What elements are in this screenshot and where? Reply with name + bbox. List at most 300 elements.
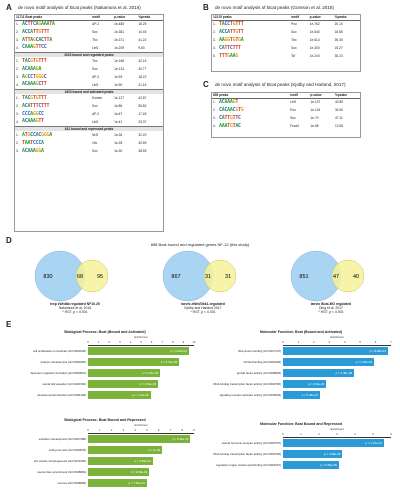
motif-name: Nr2f xyxy=(92,133,99,137)
chart-title: Biological Process: Bcat Bound and Repressed xyxy=(64,418,146,422)
bar-p-value: p = 8.88e-04 xyxy=(369,349,386,353)
bar-p-value: p = 3.89e-04 xyxy=(130,470,148,474)
percent-peaks: 18.85 xyxy=(334,30,343,34)
motif-name: Pou xyxy=(291,22,297,27)
bar-label: ectoderm development (GO:0007398) xyxy=(38,437,86,441)
table-row xyxy=(15,139,163,147)
logo-cell xyxy=(21,73,91,81)
venn-count-mid: 68 xyxy=(76,274,84,280)
percent-peaks: 38.55 xyxy=(138,149,147,153)
chart-title: Molecular Function: Bcat (Bound and Activated) xyxy=(259,330,343,334)
motif-name: Sox xyxy=(92,149,98,153)
column-header: p-value xyxy=(309,15,334,20)
column-header: %peaks xyxy=(334,15,360,20)
logo-cell xyxy=(218,98,289,106)
bar xyxy=(88,380,158,388)
logo-cell xyxy=(21,57,91,65)
p-value: 1e-540 xyxy=(309,30,320,34)
venn-count-left: 830 xyxy=(43,274,53,280)
p-value: 1e-514 xyxy=(309,38,320,42)
axis-tick-label: 0 xyxy=(87,341,89,344)
row-number: 3. xyxy=(16,75,19,79)
table-row xyxy=(212,28,360,36)
bar-p-value: p = 1.10e-04 xyxy=(132,393,149,397)
bar xyxy=(283,461,339,469)
bar xyxy=(283,450,342,458)
table-row xyxy=(15,36,163,44)
p-value: 1e-42 xyxy=(114,119,123,124)
bar-label: embryonic axis (GO:0000578) xyxy=(48,448,86,452)
bar-label: Wnt-protein binding (GO:0017147) xyxy=(238,349,281,353)
axis-tick-label: 6 xyxy=(390,433,392,436)
percent-peaks: 34.50 xyxy=(335,108,344,112)
row-number: 1. xyxy=(213,100,216,105)
venn-diagram xyxy=(276,250,386,320)
mf-activated-chart xyxy=(205,330,397,410)
motif-name: AP-2 xyxy=(92,75,100,79)
venn-svg xyxy=(276,250,386,302)
table-row xyxy=(212,52,360,60)
percent-peaks: 40.80 xyxy=(335,100,344,105)
p-value: 1e-381 xyxy=(114,30,125,34)
axis-tick-label: 3 xyxy=(122,429,125,432)
bar-p-value: p = 5.45e-07 xyxy=(301,393,319,397)
sequence-logo: AAGGTGTGA xyxy=(219,36,244,43)
venn-count-left: 851 xyxy=(299,274,309,280)
percent-peaks: 42.87 xyxy=(138,96,147,100)
axis-tick-label: 5 xyxy=(372,433,374,436)
axis-tick-label: 4 xyxy=(343,341,346,344)
motif-name: Sox xyxy=(92,67,98,71)
row-number: 2. xyxy=(16,141,19,145)
venn-caption xyxy=(20,302,130,315)
p-value: 1e-485 xyxy=(114,22,125,27)
chart-title: Biological Process: Bcat (Bound and Activated) xyxy=(64,330,146,334)
logo-cell xyxy=(21,81,91,89)
section-label: 1603 bound and activated peaks xyxy=(15,89,163,94)
axis-title: Enrichment xyxy=(330,336,344,339)
panel-a-title: de novo motif analysis of Bcat peaks (Nakamura et al. 2016) xyxy=(18,5,141,10)
axis-tick-label: 4 xyxy=(129,341,132,344)
venn-count-right: 95 xyxy=(96,274,104,280)
column-header: motif xyxy=(91,15,113,20)
panel-d-letter: D xyxy=(6,236,12,245)
table-row xyxy=(212,106,360,114)
axis-tick-label: 0 xyxy=(282,341,284,344)
sequence-logo: CAAAGTTCC xyxy=(22,44,47,51)
bar-label: DNA-binding transcription factor activity (GO:0003700) xyxy=(213,452,281,456)
logo-cell xyxy=(21,147,91,155)
sequence-logo: ATTAGCACTTA xyxy=(22,36,52,43)
sequence-logo: TAATCCCA xyxy=(22,139,44,146)
table-row xyxy=(15,81,163,89)
row-number: 2. xyxy=(16,30,19,34)
sequence-logo: ACAAAGTT xyxy=(22,118,44,125)
sequence-logo: ACTTCAGAAATA xyxy=(22,20,55,27)
panel-b-letter: B xyxy=(203,3,209,12)
p-value: 1e-137 xyxy=(310,100,321,105)
panel-c-title: de novo motif analysis of Bcat peaks (Kjolby and Harland, 2017) xyxy=(215,82,346,87)
sequence-logo: ACAAAGGA xyxy=(22,147,44,154)
percent-peaks: 9.63 xyxy=(138,45,145,50)
bar-p-value: p = 2.16e-20 xyxy=(307,382,325,386)
axis-tick-label: 0 xyxy=(87,429,89,432)
bar xyxy=(88,347,189,355)
axis-tick-label: 8 xyxy=(181,429,183,432)
percent-peaks: 42.15 xyxy=(138,59,147,63)
axis-tick-label: 1 xyxy=(300,433,302,436)
venn-svg xyxy=(20,250,130,302)
bar-label: signaling receptor activator activity (GO:0030546) xyxy=(219,393,281,397)
p-value: 1e-124 xyxy=(114,67,125,71)
panel-a-table xyxy=(14,14,164,232)
row-number: 4. xyxy=(213,124,216,128)
motif-name: AP-2 xyxy=(92,22,100,27)
bar xyxy=(283,380,326,388)
venn-count-right: 31 xyxy=(224,274,232,280)
row-number: 2. xyxy=(16,67,19,71)
motif-name: Pou xyxy=(290,108,296,112)
bar-p-value: p = 1e-04 xyxy=(147,448,161,452)
bp-repressed-chart xyxy=(10,418,200,496)
table-row xyxy=(15,28,163,36)
venn-caption xyxy=(148,302,258,315)
p-value: 1e-168 xyxy=(114,59,125,63)
p-value: 1e-209 xyxy=(114,45,125,50)
sequence-logo: ACATTTCTTT xyxy=(22,102,50,109)
bar-p-value: p = 6.53e-05 xyxy=(320,463,337,467)
p-value: 1e-240 xyxy=(309,54,320,58)
axis-tick-label: 10 xyxy=(192,341,196,344)
logo-cell xyxy=(21,20,91,28)
bar-p-value: p = 6.36e-04 xyxy=(172,437,189,441)
venn-svg xyxy=(148,250,258,302)
sequence-logo: ATGCCACGGGA xyxy=(22,131,52,138)
logo-cell xyxy=(21,110,91,118)
axis-tick-label: 7 xyxy=(390,341,392,344)
row-number: 3. xyxy=(16,38,19,42)
bar xyxy=(88,369,160,377)
p-value: 1e-86 xyxy=(114,104,123,108)
motif-name: Lef1 xyxy=(92,45,99,50)
panel-e-letter: E xyxy=(6,320,12,329)
section-label: 813 bound and repressed peaks xyxy=(15,126,163,131)
x-axis-line xyxy=(88,345,194,346)
table-row xyxy=(15,102,163,110)
percent-peaks: 40.77 xyxy=(138,67,147,71)
p-value: 1e-36 xyxy=(114,133,123,137)
axis-tick-label: 7 xyxy=(161,341,163,344)
table-row xyxy=(212,114,360,122)
percent-peaks: 21.16 xyxy=(138,82,147,87)
table-row xyxy=(15,57,163,65)
motif-name: Eomes xyxy=(92,96,103,100)
table-row xyxy=(15,147,163,155)
sequence-logo: CATTGTTC xyxy=(219,114,241,121)
venn-count-right: 40 xyxy=(352,274,360,280)
logo-cell xyxy=(218,122,289,130)
bar-p-value: p = 5.94e-04 xyxy=(170,349,187,353)
panel-c-table xyxy=(211,92,361,138)
p-value: 1e-93 xyxy=(114,75,123,79)
motif-name: Sox xyxy=(291,30,297,34)
percent-peaks: 18.22 xyxy=(138,75,147,79)
column-header: motif xyxy=(290,15,309,20)
venn-count-left: 867 xyxy=(171,274,181,280)
axis-tick-label: 2 xyxy=(313,341,315,344)
table-row xyxy=(15,20,163,28)
row-number: 3. xyxy=(16,112,19,116)
table-row xyxy=(15,110,163,118)
percent-peaks: 47.11 xyxy=(335,116,343,120)
sequence-logo: ACAAAGCTT xyxy=(22,81,47,88)
motif-name: Lef1 xyxy=(92,82,99,87)
table-row xyxy=(15,118,163,126)
axis-title: Enrichment xyxy=(134,424,148,427)
sequence-logo: ACCATTGTT xyxy=(219,28,244,35)
panel-a-letter: A xyxy=(6,3,12,12)
percent-peaks: 20.10 xyxy=(334,22,343,27)
table-row xyxy=(212,122,360,130)
axis-tick-label: 1 xyxy=(297,341,300,344)
venn-caption3: * HGT, p < 0.001 xyxy=(190,310,216,315)
motif-name: Tbx xyxy=(92,38,98,42)
axis-tick-label: 1 xyxy=(99,429,101,432)
bar-label: regulatory region nucleic acid binding (GO:0001067) xyxy=(216,463,281,467)
logo-cell xyxy=(218,28,290,36)
venn-diagram xyxy=(20,250,130,320)
sequence-logo: AGCCTGGGC xyxy=(22,73,47,80)
bar-label: developmental induction (GO:0031128) xyxy=(37,393,86,397)
column-header: p-value xyxy=(113,15,137,20)
axis-tick-label: 2 xyxy=(110,429,113,432)
panel-d-title: 898 Bcat bound and regulated genes NF-12 (this study) xyxy=(150,242,250,247)
sequence-logo: TACCTGTTT xyxy=(219,20,244,27)
axis-tick-label: 0 xyxy=(282,433,284,436)
axis-tick-label: 5 xyxy=(140,341,142,344)
row-number: 1. xyxy=(16,59,19,63)
venn-diagram xyxy=(148,250,258,320)
motif-name: Lef1 xyxy=(290,100,297,105)
sequence-logo: ACCATTGTTT xyxy=(22,28,50,35)
axis-tick-label: 9 xyxy=(182,341,185,344)
column-header: p-value xyxy=(309,93,334,98)
column-header: motif xyxy=(289,93,309,98)
table-row xyxy=(15,131,163,139)
axis-tick-label: 9 xyxy=(193,429,195,432)
logo-cell xyxy=(21,118,91,126)
percent-peaks: 30.59 xyxy=(138,141,147,145)
motif-name: Foxa3 xyxy=(290,124,299,128)
motif-name: Otx xyxy=(92,141,98,145)
bar xyxy=(283,369,354,377)
axis-title: Enrichment xyxy=(134,336,148,339)
logo-cell xyxy=(21,131,91,139)
logo-cell xyxy=(21,102,91,110)
section-label: 2615 bound and regulated peaks xyxy=(15,52,163,57)
row-number: 3. xyxy=(16,149,19,153)
panel-b-title: de novo motif analysis of Bcat peaks (Gomson et al. 2018) xyxy=(215,5,334,10)
bar-label: Spemann organizer formation (GO:0060061) xyxy=(30,371,86,375)
p-value: 1e-124 xyxy=(310,108,321,112)
bar xyxy=(88,358,179,366)
venn-row xyxy=(20,250,390,320)
row-number: 4. xyxy=(213,46,216,50)
sequence-logo: ACAAAGT xyxy=(219,98,239,105)
bar xyxy=(88,457,153,465)
column-header: 11711 Bcat peaks xyxy=(15,15,91,20)
row-number: 2. xyxy=(213,108,216,112)
percent-peaks: 17.45 xyxy=(138,112,147,116)
axis-tick-label: 3 xyxy=(328,341,330,344)
sequence-logo: TACGTGTTT xyxy=(22,94,47,101)
p-value: 1e-35 xyxy=(114,141,123,145)
sequence-logo: TTTGAAG xyxy=(219,52,239,59)
axis-tick-label: 6 xyxy=(150,341,153,344)
motif-name: Sox xyxy=(92,104,98,108)
bar xyxy=(283,358,374,366)
bp-activated-chart xyxy=(10,330,200,408)
bar xyxy=(88,446,162,454)
motif-table-c xyxy=(212,93,360,130)
venn-caption3: * HGT, p < 0.001 xyxy=(62,310,88,315)
p-value: 1e-30 xyxy=(114,149,123,153)
logo-cell xyxy=(21,65,91,73)
bar-label: nervous (GO:0048699) xyxy=(57,481,86,485)
row-number: 3. xyxy=(213,38,216,42)
bar xyxy=(283,347,388,355)
sequence-logo: AAATGTAC xyxy=(219,122,241,129)
axis-title: Enrichment xyxy=(330,428,344,431)
x-axis-line xyxy=(88,433,194,434)
bar-p-value: p = 7.56e-04 xyxy=(128,481,145,485)
bar xyxy=(283,439,384,447)
x-axis-line xyxy=(283,345,391,346)
bar xyxy=(88,468,149,476)
axis-tick-label: 5 xyxy=(146,429,148,432)
p-value: 1e-67 xyxy=(114,112,123,116)
table-row xyxy=(15,94,163,102)
percent-peaks: 32.20 xyxy=(138,133,147,137)
logo-cell xyxy=(218,20,290,28)
bar-p-value: p = 2.84e-04 xyxy=(134,459,151,463)
table-row xyxy=(15,73,163,81)
percent-peaks: 35.23 xyxy=(334,54,343,58)
bar-p-value: p = 2.05e-04 xyxy=(355,360,373,364)
row-number: 4. xyxy=(16,45,19,50)
bar-p-value: p = 1.15e-04 xyxy=(365,441,382,445)
venn-caption1: trop zWnt8a regulated NF10.25 xyxy=(50,302,100,306)
axis-tick-label: 3 xyxy=(119,341,121,344)
table-row xyxy=(212,20,360,28)
column-header: 12215 peaks xyxy=(212,15,290,20)
sequence-logo: CACAACGTG xyxy=(219,106,244,113)
bar-label: neuron fate commitment (GO:0048663) xyxy=(37,470,86,474)
logo-cell xyxy=(218,114,289,122)
p-value: 1e-371 xyxy=(114,38,125,42)
motif-name: Sox xyxy=(92,30,98,34)
logo-cell xyxy=(218,106,289,114)
row-number: 1. xyxy=(213,22,216,27)
axis-tick-label: 3 xyxy=(336,433,338,436)
axis-tick-label: 1 xyxy=(97,341,100,344)
sequence-logo: ACAAAGA xyxy=(22,65,42,72)
bar-p-value: p = 4.32e-05 xyxy=(160,360,178,364)
bar xyxy=(88,435,190,443)
row-number: 1. xyxy=(16,22,19,27)
venn-caption1: laevis zWnt/Dkk1-regulated xyxy=(181,302,225,306)
bar-p-value: p = 4.48e-08 xyxy=(335,371,352,375)
logo-cell xyxy=(21,94,91,102)
logo-cell xyxy=(218,36,290,44)
row-number: 4. xyxy=(16,119,19,124)
bar-p-value: p = 1.64e-03 xyxy=(139,382,156,386)
percent-peaks: 15.27 xyxy=(334,46,343,50)
percent-peaks: 18.25 xyxy=(138,22,147,27)
p-value: 1e-762 xyxy=(309,22,320,27)
bar-label: steroid hormone receptor activity (GO:0003707) xyxy=(221,441,281,445)
panel-c-letter: C xyxy=(203,80,209,89)
panel-b-table xyxy=(211,14,361,72)
axis-tick-label: 4 xyxy=(134,429,136,432)
venn-caption2: Ding et al. 2017 xyxy=(319,306,343,311)
venn-count-mid: 31 xyxy=(204,274,212,280)
axis-tick-label: 2 xyxy=(318,433,320,436)
venn-caption2: Kjolby and Harland 2017 xyxy=(184,306,222,311)
table-row xyxy=(15,44,163,52)
venn-count-mid: 47 xyxy=(332,274,340,280)
row-number: 5. xyxy=(213,54,216,58)
venn-caption2: Nakamura et al. 2016 xyxy=(58,306,92,311)
bar-label: pharynx development (GO:0060465) xyxy=(40,360,86,364)
logo-cell xyxy=(21,139,91,147)
table-row xyxy=(212,98,360,106)
venn-caption xyxy=(276,302,386,315)
row-number: 3. xyxy=(213,116,216,120)
logo-cell xyxy=(21,28,91,36)
bar-label: cell proliferation in forebrain (GO:0021846) xyxy=(32,349,86,353)
bar-p-value: p = 4.58e-25 xyxy=(324,452,341,456)
motif-name: Sox xyxy=(290,116,296,120)
bar-label: growth factor activity (GO:0008083) xyxy=(236,371,281,375)
bar-label: neural fold elevation (GO:0021502) xyxy=(42,382,86,386)
motif-name: Tbx xyxy=(92,59,98,63)
percent-peaks: 12.65 xyxy=(335,124,344,128)
sequence-logo: TACGTGTTT xyxy=(22,57,47,64)
row-number: 4. xyxy=(16,82,19,87)
bar xyxy=(88,479,147,487)
axis-tick-label: 6 xyxy=(374,341,377,344)
p-value: 1e-127 xyxy=(114,96,125,100)
motif-table-a xyxy=(15,15,163,155)
percent-peaks: 55.82 xyxy=(138,104,147,108)
bar-label: DNA-binding transcription factor activity (GO:0003700) xyxy=(213,382,281,386)
percent-peaks: 39.35 xyxy=(334,38,343,42)
axis-tick-label: 4 xyxy=(354,433,356,436)
logo-cell xyxy=(21,36,91,44)
p-value: 1e-70 xyxy=(310,116,319,120)
row-number: 1. xyxy=(16,96,19,100)
motif-name: Tcf xyxy=(291,54,296,58)
x-axis-line xyxy=(283,437,391,438)
table-row xyxy=(212,44,360,52)
bar xyxy=(88,391,151,399)
motif-table-b xyxy=(212,15,360,60)
axis-tick-label: 7 xyxy=(169,429,172,432)
sequence-logo: CATTCTTT xyxy=(219,44,241,51)
p-value: 1e-90 xyxy=(114,82,123,87)
axis-tick-label: 8 xyxy=(172,341,174,344)
